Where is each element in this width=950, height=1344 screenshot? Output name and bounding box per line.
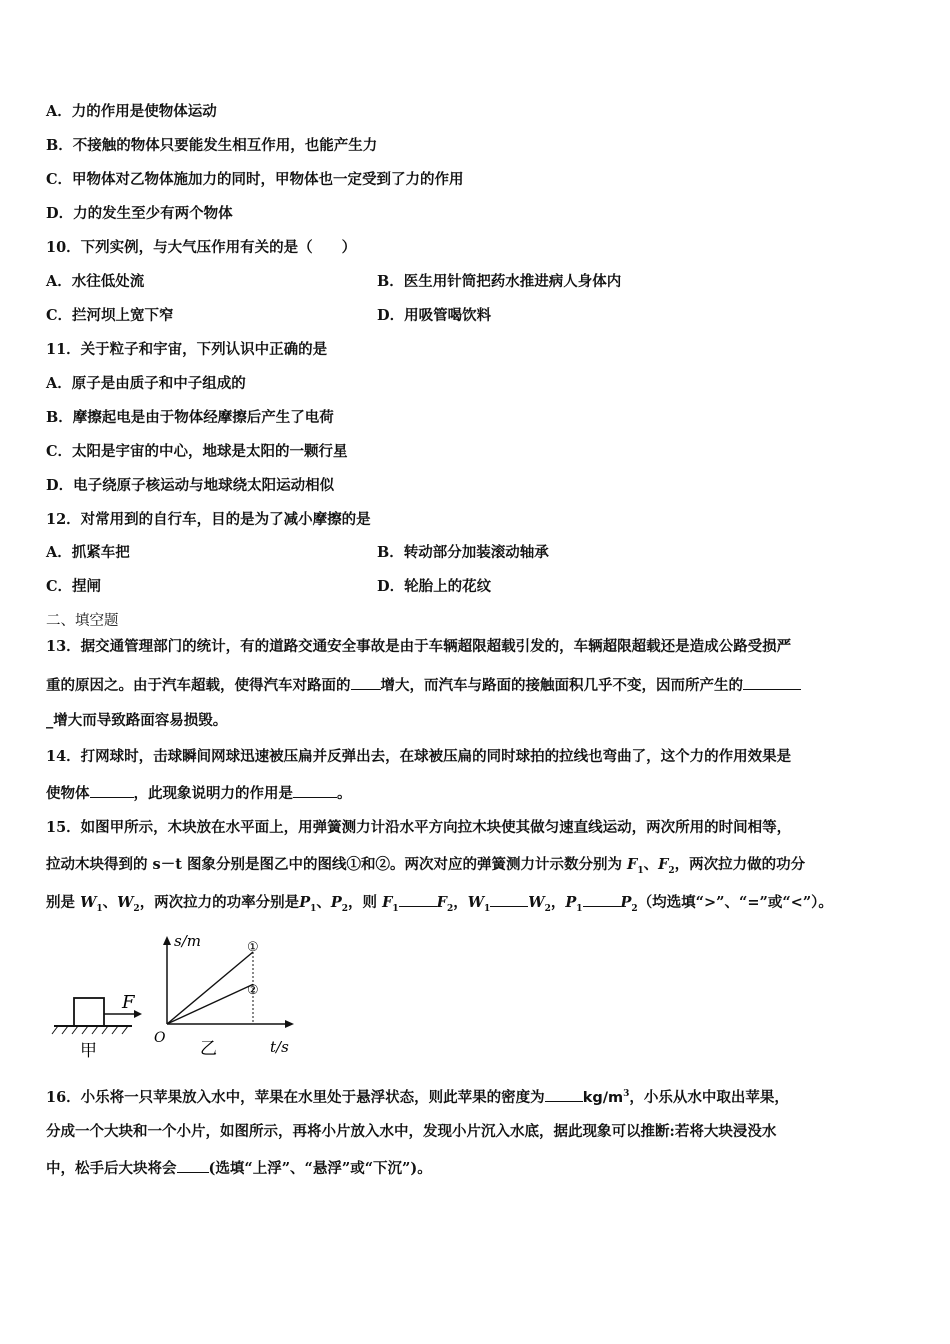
- q16-text-a: 16．小乐将一只苹果放入水中，苹果在水里处于悬浮状态，则此苹果的密度为: [46, 1088, 545, 1106]
- q16-text-c: 中，松手后大块将会: [46, 1160, 177, 1177]
- q14-text-a: 使物体: [46, 785, 90, 802]
- series-2-line: [167, 984, 253, 1024]
- q16-blank-2[interactable]: [177, 1158, 209, 1173]
- q16-line1: 16．小乐将一只苹果放入水中，苹果在水里处于悬浮状态，则此苹果的密度为 $kg/m^3$，小乐从水中取出苹果，: [46, 1088, 789, 1106]
- force-label: F: [122, 992, 135, 1013]
- q15-text-c: ，两次拉力的功率分别是: [139, 894, 300, 911]
- q13-text-a: 重的原因之。由于汽车超载，使得汽车对路面的: [46, 677, 351, 694]
- q11-stem: 11．关于粒子和宇宙，下列认识中正确的是: [46, 341, 328, 358]
- q13-line3: _增大而导致路面容易损毁。: [46, 712, 228, 729]
- series-2-label: ②: [247, 983, 259, 998]
- q10-option-b: B．医生用针筒把药水推进病人身体内: [377, 273, 622, 290]
- q10-option-c: C．拦河坝上宽下窄: [46, 307, 174, 324]
- q13-blank-1[interactable]: [351, 675, 381, 690]
- q16-line2: 分成一个大块和一个小片，如图所示，再将小片放入水中，发现小片沉入水底，据此现象可以推断:若将大块浸没水: [46, 1123, 777, 1140]
- q13-blank-2[interactable]: [743, 675, 801, 690]
- q13-text-b: 增大，而汽车与路面的接触面积几乎不变，因而所产生的: [380, 677, 743, 694]
- q13-line2: [46, 675, 801, 696]
- x-axis-label: t/s: [270, 1038, 289, 1056]
- y-axis-label: s/m: [174, 932, 201, 950]
- q11-option-d: D．电子绕原子核运动与地球绕太阳运动相似: [46, 477, 335, 494]
- block-diagram: [52, 992, 142, 1060]
- q16-unit: kg/m: [582, 1089, 624, 1106]
- figure-label-yi: 乙: [200, 1039, 217, 1059]
- q14-text-b: ，此现象说明力的作用是: [133, 785, 293, 802]
- q13-line1: 13．据交通管理部门的统计，有的道路交通安全事故是由于车辆超限超载引发的，车辆超限超载还是造成公路受损严: [46, 638, 792, 655]
- q11-option-c: C．太阳是宇宙的中心，地球是太阳的一颗行星: [46, 443, 348, 460]
- y-axis-arrow-icon: [163, 936, 171, 945]
- q9-option-d: D．力的发生至少有两个物体: [46, 205, 233, 222]
- q9-option-b: B．不接触的物体只要能发生相互作用，也能产生力: [46, 137, 378, 154]
- ground-hatching: [52, 1026, 128, 1034]
- q15-blank-2[interactable]: [490, 892, 528, 907]
- series-1-label: ①: [247, 940, 259, 955]
- q9-option-a: A．力的作用是使物体运动: [46, 103, 217, 120]
- q14-line1: 14．打网球时，击球瞬间网球迅速被压扁并反弹出去，在球被压扁的同时球拍的拉线也弯曲了，这个力的作用效果是: [46, 748, 792, 765]
- q11-option-b: B．摩擦起电是由于物体经摩擦后产生了电荷: [46, 409, 334, 426]
- q12-option-c: C．捏闸: [46, 578, 102, 595]
- q10-stem: 10．下列实例，与大气压作用有关的是（ ）: [46, 239, 357, 256]
- q15-line1: 15．如图甲所示，木块放在水平面上，用弹簧测力计沿水平方向拉木块使其做匀速直线运动，两次所用的时间相等，: [46, 819, 792, 836]
- q12-option-d: D．轮胎上的花纹: [377, 578, 492, 595]
- q16-text-d: (选填“上浮”、“悬浮”或“下沉”)。: [208, 1160, 432, 1177]
- q14-text-c: 。: [337, 785, 352, 802]
- q15-blank-1[interactable]: [399, 892, 437, 907]
- q14-blank-1[interactable]: [90, 783, 134, 798]
- q10-option-a: A．水往低处流: [46, 273, 145, 290]
- q15-line3: 别是 $W_1$、$W_2$，两次拉力的功率分别是$P_1$、$P_2$，则 $F_1$ $F_2$，$W_1$ $W_2$，$P_1$ $P_2$（均选填“>”、“=”或“<”）。: [46, 894, 833, 914]
- q14-blank-2[interactable]: [293, 783, 337, 798]
- q15-text-e: （均选填“>”、“=”或“<”）。: [637, 894, 833, 911]
- q15-figure: [50, 928, 310, 1060]
- q9-option-c: C．甲物体对乙物体施加力的同时，甲物体也一定受到了力的作用: [46, 171, 464, 188]
- x-axis-arrow-icon: [285, 1020, 294, 1028]
- figure-label-jia: 甲: [80, 1041, 97, 1060]
- q11-option-a: A．原子是由质子和中子组成的: [46, 375, 246, 392]
- q15-text-b: 别是: [46, 894, 75, 911]
- q12-stem: 12．对常用到的自行车，目的是为了减小摩擦的是: [46, 511, 371, 528]
- q16-line3: [46, 1158, 432, 1179]
- q16-text-b: ，小乐从水中取出苹果，: [629, 1088, 789, 1106]
- q12-option-a: A．抓紧车把: [46, 544, 130, 561]
- series-1-line: [167, 952, 253, 1024]
- q15-blank-3[interactable]: [583, 892, 621, 907]
- q14-line2: [46, 783, 352, 804]
- q16-blank-1[interactable]: [545, 1087, 583, 1102]
- q15-text-a: 拉动木块得到的 s－t 图象分别是图乙中的图线①和②。两次对应的弹簧测力计示数分别为: [46, 856, 622, 873]
- wooden-block: [74, 998, 104, 1026]
- q12-option-b: B．转动部分加装滚动轴承: [377, 544, 549, 561]
- section-heading: 二、填空题: [46, 613, 119, 629]
- q10-option-d: D．用吸管喝饮料: [377, 307, 492, 324]
- q15-line2: 拉动木块得到的 s－t 图象分别是图乙中的图线①和②。两次对应的弹簧测力计示数分别为 $F_1$、$F_2$，两次拉力做的功分: [46, 856, 806, 876]
- origin-label: O: [154, 1030, 166, 1046]
- arrowhead-icon: [134, 1010, 142, 1018]
- q15-text-d: ，则: [348, 894, 378, 911]
- st-graph: [154, 932, 294, 1059]
